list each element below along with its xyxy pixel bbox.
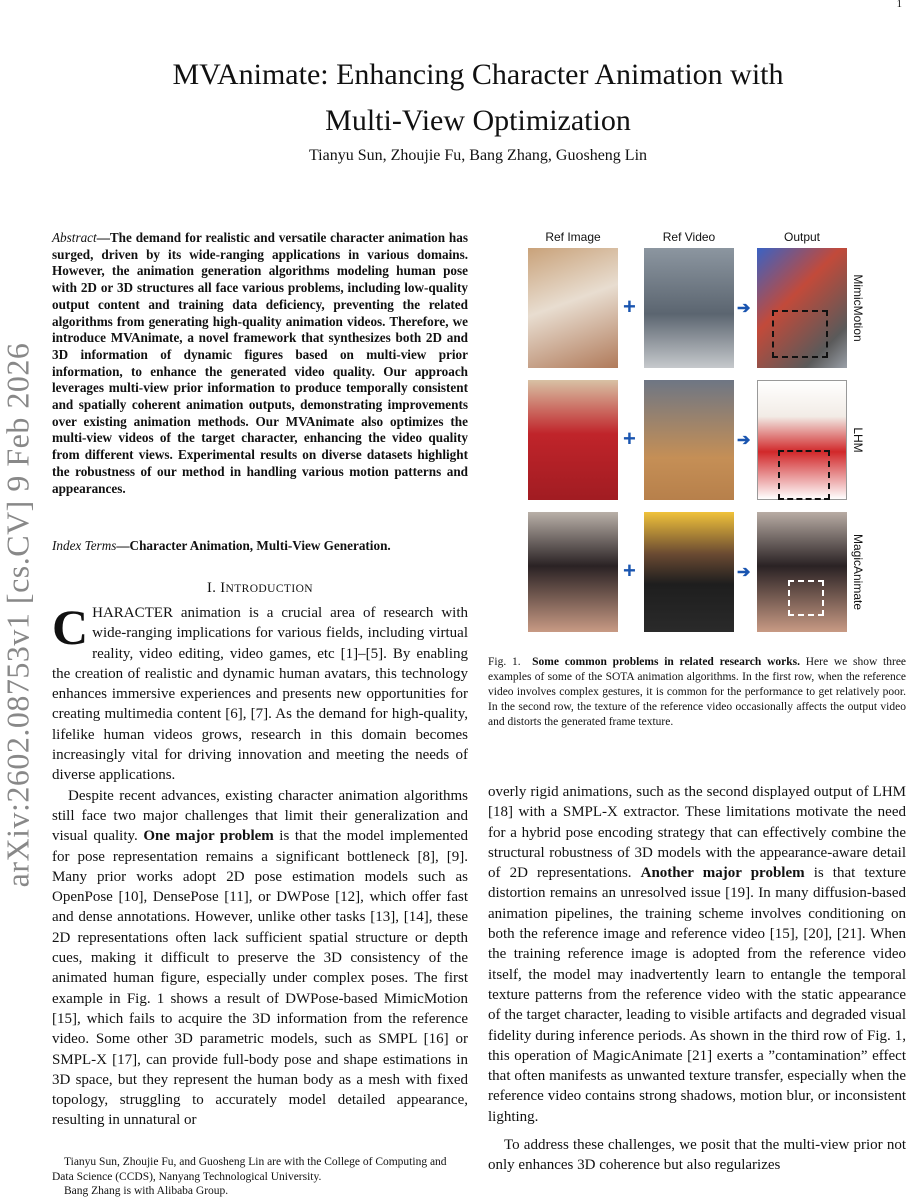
- arxiv-identifier: arXiv:2602.08753v1 [cs.CV] 9 Feb 2026: [0, 342, 36, 888]
- row-label-2: LHM: [851, 427, 865, 453]
- artifact-box-row1: [772, 310, 828, 358]
- ref-video-row3: [644, 512, 734, 632]
- intro-paragraph-2: Despite recent advances, existing character animation algorithms still face two major challenges that limit their generalization and visual quality. One major problem is that the model implemented for pose representation remains a significant bottleneck [8], [9]. Many prior works adopt 2D pose estimation models such as OpenPose [10], DensePose [11], or DWPose [12], which offer fast and dense annotations. However, unlike other tasks [13], [14], these 2D representations often lack sufficient spatial structure or depth cues, making it difficult to preserve the 3D consistency of the animated human figure, especially under complex poses. The first example in Fig. 1 shows a result of DWPose-based MimicMotion [15], which fails to acquire the 3D information from the reference video. Some other 3D parametric models, such as SMPL [16] or SMPL-X [17], can provide full-body pose and shape estimations in 3D space, but they represent the human body as a mesh with fixed topology, struggling to accurately model detailed appearance, resulting in unnatural or: [52, 787, 468, 1129]
- abstract: [52, 230, 468, 497]
- drop-cap: C: [52, 599, 89, 655]
- ref-image-row3: [528, 512, 618, 632]
- header-ref-image: Ref Image: [545, 230, 601, 244]
- caption-label: Fig. 1.: [488, 656, 521, 668]
- title-line-1: MVAnimate: Enhancing Character Animation with: [172, 58, 784, 91]
- right-paragraph-1: overly rigid animations, such as the second displayed output of LHM [18] with a SMPL-X extractor. These limitations motivate the need for a hybrid pose encoding strategy that can effectively combine the structural robustness of 3D models with the appearance-aware detail of 2D representations. Another major problem is that texture distortion remains an unresolved issue [19]. In many diffusion-based animation pipelines, the training scheme involves conditioning on both the reference image and reference video [15], [20], [21]. When the training reference image is adopted from the reference video itself, the model may inadvertently learn to entangle the temporal texture patterns from the reference video with the static appearance of the target character, leading to visible artifacts and degraded visual fidelity during inference periods. As shown in the third row of Fig. 1, this operation of MagicAnimate [21] exerts a ”contamination” effect that often manifests as unwanted texture transfer, especially when the reference video contains strong shadows, motion blur, or inconsistent lighting.: [488, 784, 906, 1125]
- row-label-1: MimicMotion: [851, 274, 865, 342]
- intro-paragraph-1: CHARACTER animation is a crucial area of research with wide-ranging implications for various fields, including virtual reality, video editing, video games, etc [1]–[5]. By enabling the creation of realistic and dynamic human avatars, this technology enhances immersive experiences and presents new opportunities for creating multimedia content [6], [7]. As the demand for high-quality, lifelike human videos grows, research in this domain becomes increasingly vital for driving innovation and meeting the needs of diverse applications.: [52, 599, 468, 784]
- plus-icon: +: [623, 558, 636, 583]
- index-terms-label: Index Terms: [52, 538, 117, 553]
- abstract-label: Abstract: [52, 230, 97, 245]
- footnote-affiliation-1: Tianyu Sun, Zhoujie Fu, and Guosheng Lin are with the College of Computing and Data Science (CCDS), Nanyang Technological University.: [52, 1156, 447, 1183]
- one-major-problem: One major problem: [143, 828, 274, 845]
- caption-text: Here we show three examples of some of the SOTA animation algorithms. In the first row, when the reference video involves complex gestures, it is common for the performance to get relatively poor. In the second row, the texture of the reference video occasionally affects the output video and distorts the generated frame texture.: [488, 656, 906, 728]
- intro-column-right: [488, 782, 906, 1176]
- arrow-right-icon: ➔: [737, 300, 751, 317]
- author-list: Tianyu Sun, Zhoujie Fu, Bang Zhang, Guosheng Lin: [308, 147, 648, 164]
- paper-title: [100, 52, 856, 144]
- index-terms-text: —Character Animation, Multi-View Generation.: [116, 538, 391, 553]
- row-label-3: MagicAnimate: [851, 533, 865, 611]
- intro-lead-word: HARACTER: [92, 605, 173, 621]
- plus-icon: +: [623, 294, 636, 319]
- arxiv-sidebar-stamp: [0, 330, 40, 900]
- caption-title: Some common problems in related research works.: [532, 656, 800, 668]
- title-line-2: Multi-View Optimization: [325, 104, 631, 137]
- figure-caption: [488, 655, 906, 730]
- artifact-box-row3: [788, 580, 824, 616]
- header-ref-video: Ref Video: [662, 230, 716, 244]
- index-terms: [52, 538, 468, 554]
- section-heading: I. INTRODUCTION: [207, 580, 313, 596]
- ref-image-row2: [528, 380, 618, 500]
- another-major-problem: Another major problem: [640, 865, 805, 882]
- plus-icon: +: [623, 426, 636, 451]
- footnote: [52, 1155, 468, 1199]
- ref-video-row2: [644, 380, 734, 500]
- header-output: Output: [783, 230, 821, 244]
- artifact-box-row2: [778, 450, 830, 500]
- arrow-right-icon: ➔: [737, 564, 751, 581]
- footnote-affiliation-2: Bang Zhang is with Alibaba Group.: [64, 1185, 229, 1197]
- figure-1: [510, 230, 870, 640]
- page-number: 1: [896, 0, 902, 10]
- abstract-text: —The demand for realistic and versatile character animation has surged, driven by its wide-ranging applications in various domains. However, the animation generation algorithms modeling human pose with 2D or 3D structures all face various problems, including low-quality output content and training data deficiency, preventing the related algorithms from generating high-quality animation videos. Therefore, we introduce MVAnimate, a novel framework that synthesizes both 2D and 3D information of dynamic figures based on multi-view prior information, to enhance the generated video quality. Our approach leverages multi-view prior information to produce temporally consistent and spatially coherent animation outputs, demonstrating improvements over existing animation methods. Our MVAnimate also optimizes the multi-view videos of the target character, enhancing the video quality from different views. Experimental results on diverse datasets highlight the robustness of our method in handling various motion patterns and appearances.: [52, 230, 468, 496]
- arrow-right-icon: ➔: [737, 432, 751, 449]
- right-paragraph-2: To address these challenges, we posit that the multi-view prior not only enhances 3D coherence but also regularizes: [488, 1137, 906, 1174]
- ref-image-row1: [528, 248, 618, 368]
- ref-video-row1: [644, 248, 734, 368]
- intro-column-left: [52, 599, 468, 1131]
